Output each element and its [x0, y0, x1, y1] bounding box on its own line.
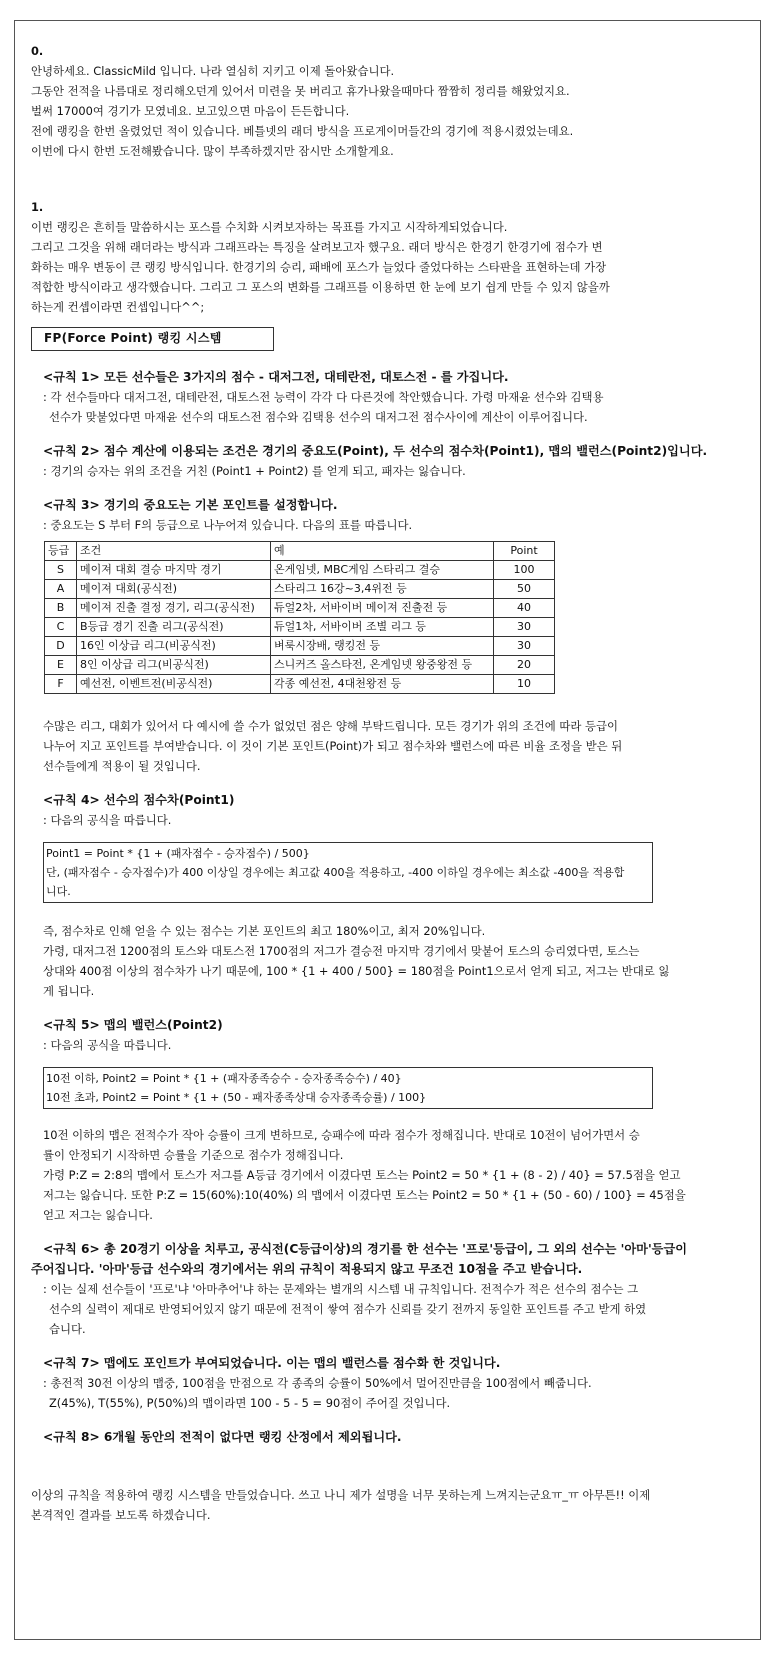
- rule-3-note: 나누어 지고 포인트를 부여받습니다. 이 것이 기본 포인트(Point)가 되고 점수차와 밸런스에 따른 비율 조정을 받은 뒤: [43, 739, 623, 753]
- rule-1-text: 선수가 맞붙었다면 마재윤 선수의 대토스전 점수와 김택용 선수의 대저그전 점수사이에 계산이 이루어집니다.: [49, 410, 588, 424]
- grade-cell: B: [45, 599, 77, 618]
- rule-2-text: : 경기의 승자는 위의 조건을 거친 (Point1 + Point2) 를 얻게 되고, 패자는 잃습니다.: [43, 464, 466, 478]
- grade-cell: C: [45, 618, 77, 637]
- rule-4-title: <규칙 4> 선수의 점수차(Point1): [43, 793, 235, 807]
- point-cell: 30: [494, 618, 555, 637]
- rule-1-text: : 각 선수들마다 대저그전, 대테란전, 대토스전 능력이 각각 다 다른것에 착안했습니다. 가령 마재윤 선수와 김택용: [43, 390, 604, 404]
- condition-cell: 16인 이상급 리그(비공식전): [77, 637, 271, 656]
- rule-6-text: : 이는 실제 선수들이 '프로'냐 '아마추어'냐 하는 문제와는 별개의 시스템 내 규칙입니다. 전적수가 적은 선수의 점수는 그: [43, 1282, 639, 1296]
- rule-8-title: <규칙 8> 6개월 동안의 전적이 없다면 랭킹 산정에서 제외됩니다.: [43, 1430, 402, 1444]
- rule-4-formula-box: [43, 842, 653, 903]
- rule-6-text: 습니다.: [49, 1322, 86, 1336]
- point-cell: 10: [494, 675, 555, 694]
- table-header: 조건: [77, 542, 271, 561]
- section-number-0: 0.: [31, 44, 44, 58]
- rule-4-note: 게 됩니다.: [43, 984, 95, 998]
- point-cell: 20: [494, 656, 555, 675]
- point-cell: 100: [494, 561, 555, 580]
- rule-4-note: 상대와 400점 이상의 점수차가 나기 때문에, 100 * {1 + 400 / 500} = 180점을 Point1으로서 얻게 되고, 저그는 반대로 잃: [43, 964, 670, 978]
- example-cell: 듀얼2차, 서바이버 메이져 진출전 등: [271, 599, 494, 618]
- table-header: 예: [271, 542, 494, 561]
- section-number-1: 1.: [31, 200, 44, 214]
- formula-line: Point1 = Point * {1 + (패자점수 - 승자점수) / 500}: [46, 847, 310, 860]
- example-cell: 벼룩시장배, 랭킹전 등: [271, 637, 494, 656]
- rule-6-title: <규칙 6> 총 20경기 이상을 치루고, 공식전(C등급이상)의 경기를 한 선수는 '프로'등급이, 그 외의 선수는 '아마'등급이: [43, 1242, 688, 1256]
- point-cell: 30: [494, 637, 555, 656]
- intro-line: 이번에 다시 한번 도전해봤습니다. 많이 부족하겠지만 잠시만 소개할게요.: [31, 144, 394, 158]
- table-header: Point: [494, 542, 555, 561]
- condition-cell: 메이져 진출 결정 경기, 리그(공식전): [77, 599, 271, 618]
- concept-line: 이번 랭킹은 흔히들 말씀하시는 포스를 수치화 시켜보자하는 목표를 가지고 시작하게되었습니다.: [31, 220, 508, 234]
- intro-line: 그동안 전적을 나름대로 정리해오던게 있어서 미련을 못 버리고 휴가나왔을때마다 짬짬히 정리를 해왔었지요.: [31, 84, 570, 98]
- concept-line: 하는게 컨셉이라면 컨셉입니다^^;: [31, 300, 205, 314]
- example-cell: 온게임넷, MBC게임 스타리그 결승: [271, 561, 494, 580]
- rule-3-title: <규칙 3> 경기의 중요도는 기본 포인트를 설정합니다.: [43, 498, 338, 512]
- table-row: [45, 656, 555, 675]
- example-cell: 듀얼1차, 서바이버 조별 리그 등: [271, 618, 494, 637]
- table-row: [45, 561, 555, 580]
- condition-cell: 예선전, 이벤트전(비공식전): [77, 675, 271, 694]
- intro-line: 전에 랭킹을 한번 올렸었던 적이 있습니다. 베틀넷의 래더 방식을 프로게이머들간의 경기에 적용시켰었는데요.: [31, 124, 574, 138]
- table-row: [45, 675, 555, 694]
- intro-line: 벌써 17000여 경기가 모였네요. 보고있으면 마음이 든든합니다.: [31, 104, 350, 118]
- system-title-box: FP(Force Point) 랭킹 시스템: [31, 327, 274, 351]
- condition-cell: B등급 경기 진출 리그(공식전): [77, 618, 271, 637]
- grade-cell: A: [45, 580, 77, 599]
- table-row: [45, 618, 555, 637]
- rule-3-note: 선수들에게 적용이 될 것입니다.: [43, 759, 201, 773]
- rule-6-title: 주어집니다. '아마'등급 선수와의 경기에서는 위의 규칙이 적용되지 않고 무조건 10점을 주고 받습니다.: [31, 1262, 583, 1276]
- table-header: 등급: [45, 542, 77, 561]
- rule-5-note: 률이 안정되기 시작하면 승률을 기준으로 점수가 정해집니다.: [43, 1148, 344, 1162]
- example-cell: 스니커즈 올스타전, 온게임넷 왕중왕전 등: [271, 656, 494, 675]
- intro-line: 안녕하세요. ClassicMild 입니다. 나라 열심히 지키고 이제 돌아왔습니다.: [31, 64, 395, 78]
- grade-cell: E: [45, 656, 77, 675]
- table-row: [45, 637, 555, 656]
- rule-6-text: 선수의 실력이 제대로 반영되어있지 않기 때문에 전적이 쌓여 점수가 신뢰를 갖기 전까지 동일한 포인트를 주고 받게 하였: [49, 1302, 647, 1316]
- closing-line: 이상의 규칙을 적용하여 랭킹 시스템을 만들었습니다. 쓰고 나니 제가 설명을 너무 못하는게 느껴지는군요ㅠ_ㅠ 아무튼!! 이제: [31, 1488, 651, 1502]
- rule-7-text: Z(45%), T(55%), P(50%)의 맵이라면 100 - 5 - 5 = 90점이 주어질 것입니다.: [49, 1396, 451, 1410]
- document-body: [31, 41, 746, 1525]
- rule-5-note: 10전 이하의 맵은 전적수가 작아 승률이 크게 변하므로, 승패수에 따라 점수가 정해집니다. 반대로 10전이 넘어가면서 승: [43, 1128, 640, 1142]
- formula-line: 10전 초과, Point2 = Point * {1 + (50 - 패자종족상대 승자종족승률) / 100}: [46, 1091, 427, 1104]
- grade-cell: F: [45, 675, 77, 694]
- rule-4-note: 즉, 점수차로 인해 얻을 수 있는 점수는 기본 포인트의 최고 180%이고, 최저 20%입니다.: [43, 924, 486, 938]
- rule-5-text: : 다음의 공식을 따릅니다.: [43, 1038, 172, 1052]
- rule-5-title: <규칙 5> 맵의 밸런스(Point2): [43, 1018, 223, 1032]
- concept-line: 화하는 매우 변동이 큰 랭킹 방식입니다. 한경기의 승리, 패배에 포스가 늘었다 줄었다하는 스타판을 표현하는데 가장: [31, 260, 607, 274]
- formula-line: 니다.: [46, 885, 71, 898]
- rule-7-text: : 총전적 30전 이상의 맵중, 100점을 만점으로 각 종족의 승률이 50%에서 멀어진만큼을 100점에서 빼줍니다.: [43, 1376, 592, 1390]
- table-row: [45, 599, 555, 618]
- rule-4-text: : 다음의 공식을 따릅니다.: [43, 813, 172, 827]
- rule-1-title: <규칙 1> 모든 선수들은 3가지의 점수 - 대저그전, 대테란전, 대토스전 - 를 가집니다.: [43, 370, 509, 384]
- rule-4-note: 가령, 대저그전 1200점의 토스와 대토스전 1700점의 저그가 결승전 마지막 경기에서 맞붙어 토스의 승리였다면, 토스는: [43, 944, 640, 958]
- point-cell: 50: [494, 580, 555, 599]
- concept-line: 그리고 그것을 위해 래더라는 방식과 그래프라는 특징을 살려보고자 했구요. 래더 방식은 한경기 한경기에 점수가 변: [31, 240, 603, 254]
- formula-line: 단, (패자점수 - 승자점수)가 400 이상일 경우에는 최고값 400을 적용하고, -400 이하일 경우에는 최소값 -400을 적용합: [46, 866, 625, 879]
- rule-5-formula-box: [43, 1067, 653, 1109]
- table-header-row: [45, 542, 555, 561]
- closing-line: 본격적인 결과를 보도록 하겠습니다.: [31, 1508, 211, 1522]
- concept-line: 적합한 방식이라고 생각했습니다. 그리고 그 포스의 변화를 그래프를 이용하면 한 눈에 보기 쉽게 만들 수 있지 않을까: [31, 280, 610, 294]
- rule-5-note: 얻고 저그는 잃습니다.: [43, 1208, 153, 1222]
- rule-5-note: 저그는 잃습니다. 또한 P:Z = 15(60%):10(40%) 의 맵에서 이겼다면 토스는 Point2 = 50 * {1 + (50 - 60) / 100} = 45점을: [43, 1188, 686, 1202]
- condition-cell: 메이져 대회(공식전): [77, 580, 271, 599]
- condition-cell: 메이져 대회 결승 마지막 경기: [77, 561, 271, 580]
- condition-cell: 8인 이상급 리그(비공식전): [77, 656, 271, 675]
- formula-line: 10전 이하, Point2 = Point * {1 + (패자종족승수 - 승자종족승수) / 40}: [46, 1072, 402, 1085]
- table-row: [45, 580, 555, 599]
- rule-7-title: <규칙 7> 맵에도 포인트가 부여되었습니다. 이는 맵의 밸런스를 점수화 한 것입니다.: [43, 1356, 501, 1370]
- example-cell: 스타리그 16강~3,4위전 등: [271, 580, 494, 599]
- rule-3-note: 수많은 리그, 대회가 있어서 다 예시에 쓸 수가 없었던 점은 양해 부탁드립니다. 모든 경기가 위의 조건에 따라 등급이: [43, 719, 618, 733]
- rule-5-note: 가령 P:Z = 2:8의 맵에서 토스가 저그를 A등급 경기에서 이겼다면 토스는 Point2 = 50 * {1 + (8 - 2) / 40} = 57.5점을 얻고: [43, 1168, 681, 1182]
- grade-cell: S: [45, 561, 77, 580]
- grade-table: [44, 541, 555, 694]
- point-cell: 40: [494, 599, 555, 618]
- example-cell: 각종 예선전, 4대천왕전 등: [271, 675, 494, 694]
- grade-cell: D: [45, 637, 77, 656]
- rule-3-text: : 중요도는 S 부터 F의 등급으로 나누어져 있습니다. 다음의 표를 따릅니다.: [43, 518, 413, 532]
- rule-2-title: <규칙 2> 점수 계산에 이용되는 조건은 경기의 중요도(Point), 두 선수의 점수차(Point1), 맵의 밸런스(Point2)입니다.: [43, 444, 708, 458]
